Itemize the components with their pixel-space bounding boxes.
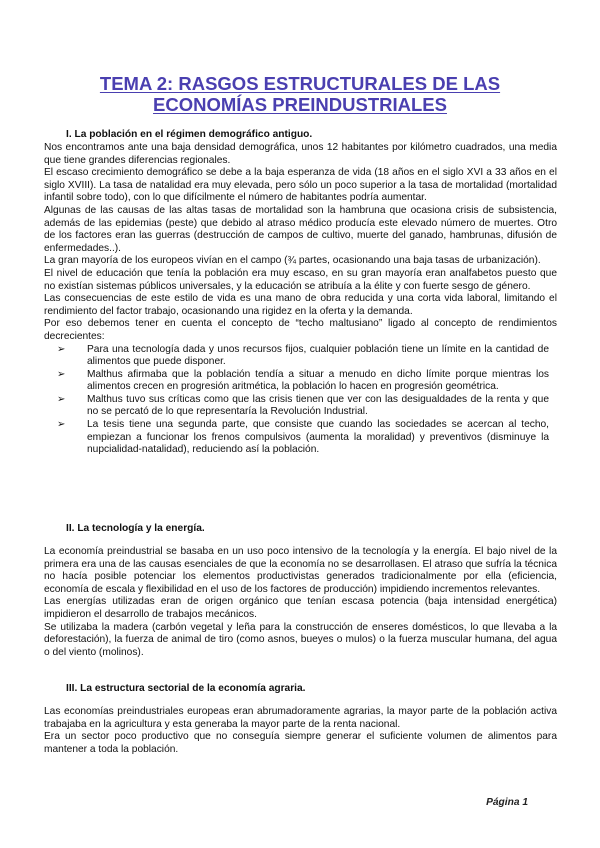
paragraph: Por eso debemos tener en cuenta el concepto de “techo maltusiano” ligado al concepto de rendimientos decrecientes: (44, 318, 557, 342)
arrow-bullet-icon: ➢ (57, 368, 66, 380)
section-3-body (44, 706, 557, 756)
section-2-heading: II. La tecnología y la energía. (66, 523, 205, 534)
paragraph: Era un sector poco productivo que no conseguía siempre generar el suficiente volumen de alimentos para mantener a toda la población. (44, 731, 557, 755)
arrow-bullet-icon: ➢ (57, 393, 66, 405)
paragraph: Se utilizaba la madera (carbón vegetal y leña para la construcción de enseres domésticos, lo que llevaba a la deforestación), la fuerza de animal de tiro (como asnos, bueyes o mulos) o la fuerza muscular humana, del agua o del viento (molinos). (44, 621, 557, 658)
section-2-body (44, 546, 557, 659)
arrow-bullet-icon: ➢ (57, 343, 66, 355)
paragraph: Las economías preindustriales europeas eran abrumadoramente agrarias, la mayor parte de la población activa trabajaba en la agricultura y esta generaba la mayor parte de la renta nacional. (44, 706, 557, 730)
section-3-heading: III. La estructura sectorial de la economía agraria. (66, 683, 306, 694)
list-item-text: La tesis tiene una segunda parte, que consiste que cuando las sociedades se acercan al techo, empiezan a funcionar los frenos compulsivos (aumenta la moralidad) y preventivos (disminuye la nupcialidad-natalidad), reduciendo así la población. (87, 419, 549, 456)
arrow-bullet-icon: ➢ (57, 419, 66, 431)
list-item-text: Para una tecnología dada y unos recursos fijos, cualquier población tiene un límite en la cantidad de alimentos que puede disponer. (87, 343, 549, 368)
section-1-heading: I. La población en el régimen demográfico antiguo. (66, 129, 313, 140)
list-item (57, 394, 549, 419)
list-item-text: Malthus tuvo sus críticas como que las crisis tienen que ver con las desigualdades de la renta y que no se percató de lo que representaría la Revolución Industrial. (87, 393, 549, 418)
title-line-2: ECONOMÍAS PREINDUSTRIALES (153, 94, 447, 115)
bullet-list (44, 344, 557, 457)
list-item (57, 344, 549, 369)
paragraph: Algunas de las causas de las altas tasas de mortalidad son la hambruna que ocasiona crisis de subsistencia, además de las epidemias (peste) que debido al atraso médico producía este elevado número de muertes. Otro de los factores eran las guerras (destrucción de campos de cultivo, muerte del ganado, hambrunas, difusión de enfermedades..). (44, 204, 557, 254)
page-number: Página 1 (486, 797, 528, 808)
list-item-text: Malthus afirmaba que la población tendía a situar a menudo en dicho límite porque mientras los alimentos crecen en progresión aritmética, la población lo hacen en progresión geométrica. (87, 368, 549, 393)
paragraph: La economía preindustrial se basaba en un uso poco intensivo de la tecnología y la energía. El bajo nivel de la primera era una de las causas esenciales de que la economía no se desarrollasen. El atraso que sufría la técnica no hacía posible potenciar los elementos productivistas generados tradicionalmente por ella (eficiencia, economía de escala y flexibilidad en el uso de los factores de producción) impidiendo incrementos relevantes. (44, 546, 557, 595)
paragraph: Las energías utilizadas eran de origen orgánico que tenían escasa potencia (baja intensidad energética) impidieron el desarrollo de trabajos mecánicos. (44, 596, 557, 620)
paragraph: Las consecuencias de este estilo de vida es una mano de obra reducida y una corta vida laboral, limitando el rendimiento del factor trabajo, ocasionando una rigidez en la oferta y la demanda. (44, 293, 557, 317)
paragraph: La gran mayoría de los europeos vivían en el campo (¾ partes, ocasionando una baja tasas de urbanización). (44, 255, 541, 267)
paragraph: El escaso crecimiento demográfico se debe a la baja esperanza de vida (18 años en el siglo XVI a 33 años en el siglo XVIII). La tasa de natalidad era muy elevada, pero sólo un poco superior a la tasa de mortalidad (mortalidad infantil sobre todo), con lo que difícilmente el número de habitantes podría aumentar. (44, 167, 557, 204)
list-item (57, 419, 549, 457)
title-line-1: TEMA 2: RASGOS ESTRUCTURALES DE LAS (99, 73, 501, 94)
paragraph: Nos encontramos ante una baja densidad demográfica, unos 12 habitantes por kilómetro cuadrados, una media que tiene grandes diferencias regionales. (44, 142, 557, 166)
paragraph: El nivel de educación que tenía la población era muy escaso, en su gran mayoría eran analfabetos puesto que no existían sistemas públicos universales, y la educación se atribuía a la élite y con fuerte sesgo de género. (44, 267, 557, 292)
page-title (40, 73, 560, 115)
section-1-body (44, 142, 557, 457)
list-item (57, 369, 549, 394)
